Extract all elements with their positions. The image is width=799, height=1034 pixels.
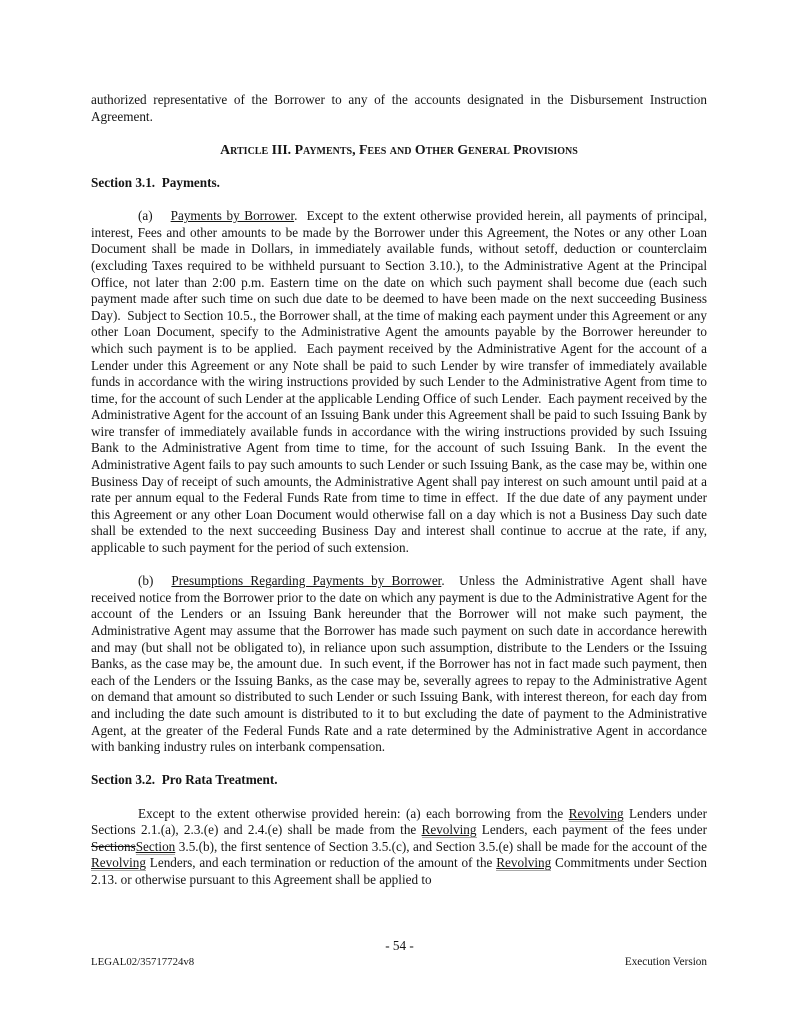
text-run: Revolving <box>421 822 477 838</box>
text-run: Sections <box>91 838 136 854</box>
text-run: Revolving <box>91 855 146 871</box>
version-label: Execution Version <box>624 956 707 968</box>
text-run: Revolving <box>496 855 552 871</box>
paragraph-b-presumptions <box>91 573 711 756</box>
text-run: Revolving <box>568 805 624 821</box>
text-run: (a) <box>138 208 153 224</box>
text-run: Payments by Borrower <box>170 208 295 224</box>
document-id-stamp: LEGAL02/35717724v8 <box>91 956 195 968</box>
page-number: - 54 - <box>385 938 414 953</box>
article-heading: Article III. Payments, Fees and Other General Provisions <box>220 141 578 157</box>
text-run: (b) <box>138 573 154 589</box>
section-3-1-heading: Section 3.1. Payments. <box>91 174 220 190</box>
text-run: Commitments under Section 2.13. or otherwise pursuant to this Agreement shall be applied to <box>91 855 711 887</box>
text-run: Presumptions Regarding Payments by Borrower <box>171 573 442 589</box>
text-run: Section <box>135 838 176 854</box>
paragraph-pro-rata <box>91 805 711 889</box>
paragraph-a-payments-by-borrower <box>91 208 711 556</box>
text-run: Lenders, and each termination or reduction of the amount of the <box>145 855 497 871</box>
text-run: Lenders under Sections 2.1.(a), 2.3.(e) and 2.4.(e) shall be made from the <box>91 805 711 838</box>
section-3-2-heading: Section 3.2. Pro Rata Treatment. <box>91 772 278 788</box>
paragraph-intro: authorized representative of the Borrower to any of the accounts designated in the Disbursement Instruction Agreement. <box>91 92 710 124</box>
text-run: . Unless the Administrative Agent shall have received notice from the Borrower prior to the date on which any payment is due to the Administrative Agent for the account of the Lenders or an Issuing Bank hereunder that the Borrower will not make such payment, the Administrative Agent may assume that the Borrower has made such payment on such date in accordance herewith and may (but shall not be obligated to), in reliance upon such assumption, distribute to the Lenders or the Issuing Banks, as the case may be, the amount due. In such event, if the Borrower has not in fact made such payment, then each of the Lenders or the Issuing Banks, as the case may be, severally agrees to repay to the Administrative Agent on demand that amount so distributed to such Lender or such Issuing Bank, with interest thereon, for each day from and including the date such amount is distributed to it to but excluding the date of payment to the Administrative Agent, at the greater of the Federal Funds Rate and a rate determined by the Administrative Agent in accordance with banking industry rules on interbank compensation. <box>91 573 711 755</box>
text-run: 3.5.(b), the first sentence of Section 3.5.(c), and Section 3.5.(e) shall be made for the account of the <box>175 838 711 854</box>
text-run: . Except to the extent otherwise provided herein, all payments of principal, interest, Fees and other amounts to be made by the Borrower under this Agreement, the Notes or any other Loan Document shall be made in Dollars, in immediately available funds, without setoff, deduction or counterclaim (excluding Taxes required to be withheld pursuant to Section 3.10.), to the Administrative Agent at the Principal Office, not later than 2:00 p.m. Eastern time on the date on which such payment shall become due (each such payment made after such time on such due date to be deemed to have been made on the next succeeding Business Day). Subject to Section 10.5., the Borrower shall, at the time of making each payment under this Agreement or any other Loan Document, specify to the Administrative Agent the amounts payable by the Borrower hereunder to which such payment is to be applied. Each payment received by the Administrative Agent for the account of a Lender under this Agreement or any Note shall be paid to such Lender by wire transfer of immediately available funds in accordance with the wiring instructions provided by such Lender to the Administrative Agent from time to time, for the account of such Lender at the applicable Lending Office of such Lender. Each payment received by the Administrative Agent for the account of an Issuing Bank under this Agreement shall be paid to such Issuing Bank by wire transfer of immediately available funds in accordance with the wiring instructions provided by such Issuing Bank to the Administrative Agent from time to time, for the account of such Issuing Bank. In the event the Administrative Agent fails to pay such amounts to such Lender or such Issuing Bank, as the case may be, within one Business Day of receipt of such amounts, the Administrative Agent shall pay interest on such amount until paid at a rate per annum equal to the Federal Funds Rate from time to time in effect. If the due date of any payment under this Agreement or any other Loan Document would otherwise fall on a day which is not a Business Day such date shall be extended to the next succeeding Business Day and interest shall continue to accrue at the rate, if any, applicable to such payment for the period of such extension. <box>91 208 711 556</box>
text-run: Except to the extent otherwise provided herein: (a) each borrowing from the <box>138 805 569 821</box>
text-run: Lenders, each payment of the fees under <box>476 822 711 838</box>
document-body <box>91 92 711 905</box>
